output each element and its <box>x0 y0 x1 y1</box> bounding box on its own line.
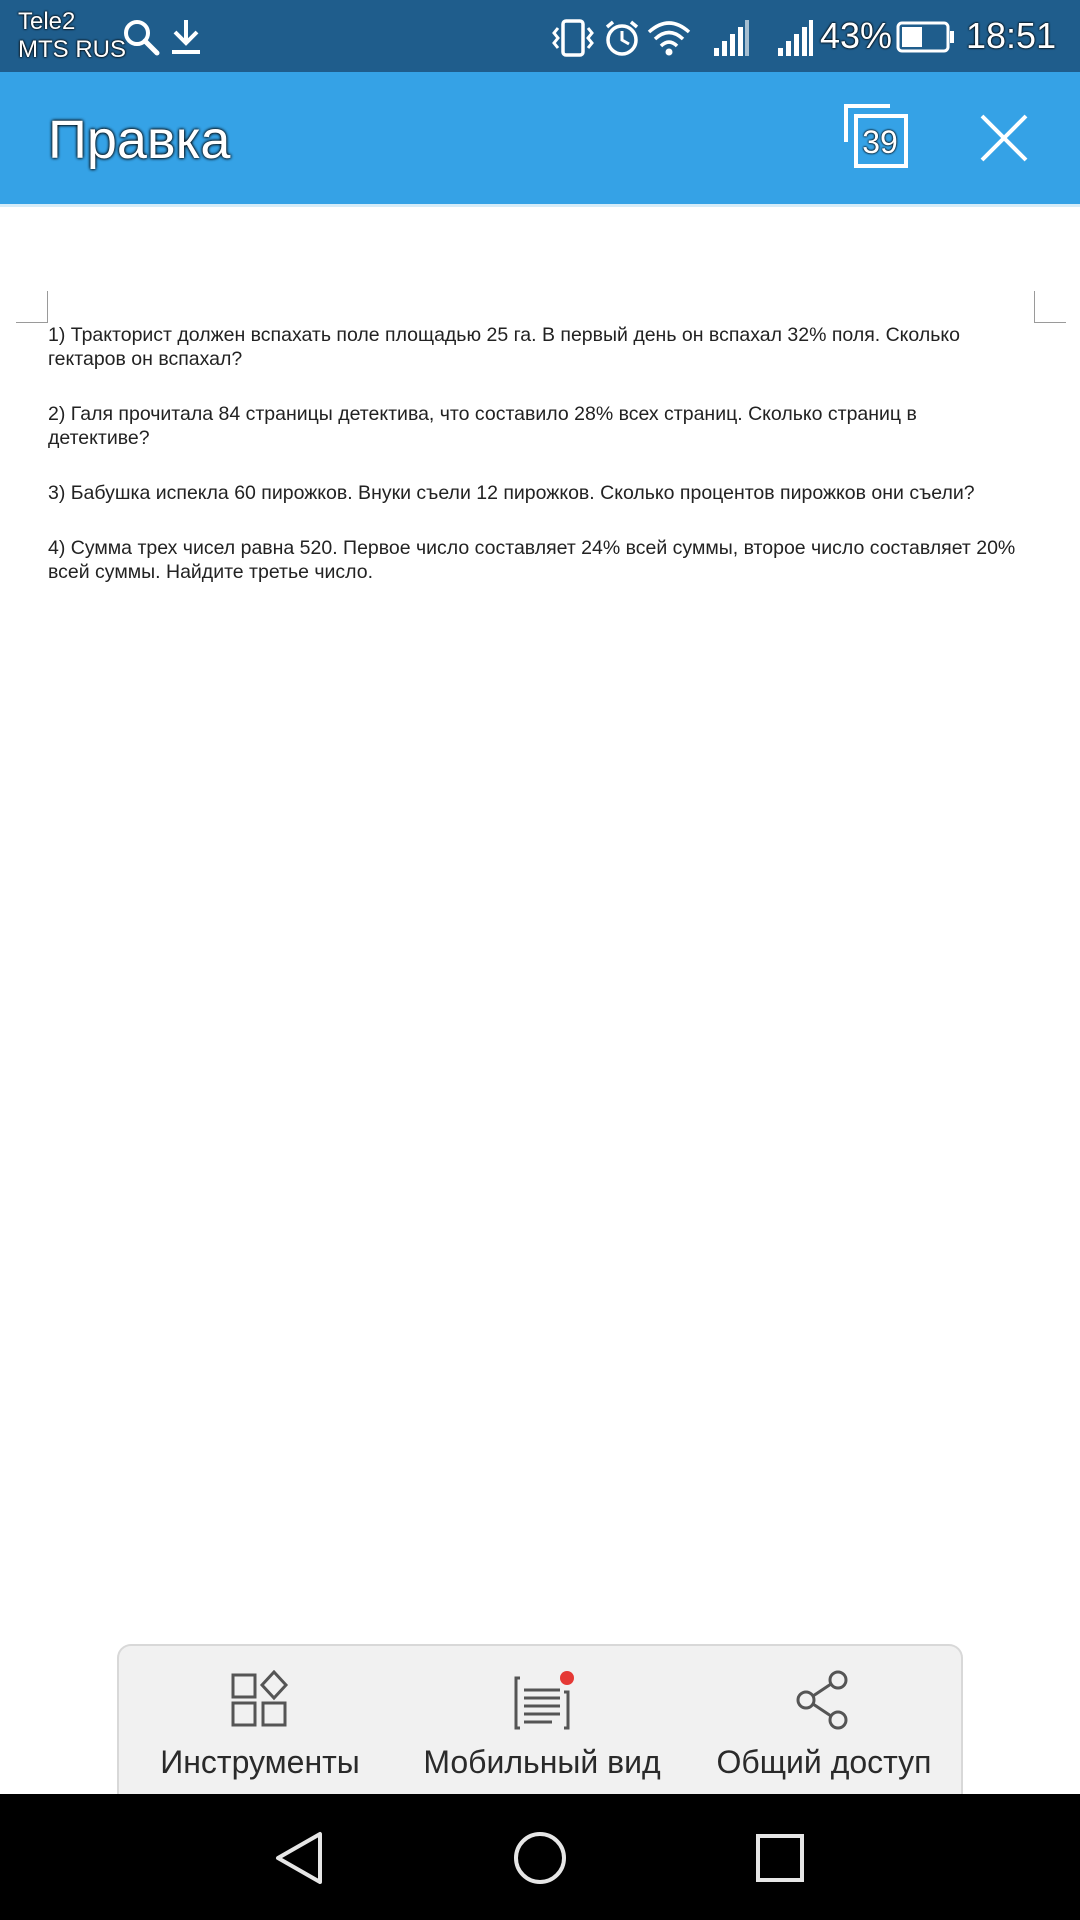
paragraph-2[interactable]: 2) Галя прочитала 84 страницы детектива, что составило 28% всех страниц. Сколько страниц в детективе? <box>48 403 917 449</box>
pages-button[interactable] <box>842 102 912 174</box>
share-button[interactable] <box>683 1646 965 1796</box>
vibrate-icon <box>550 18 596 58</box>
tools-grid-icon <box>230 1670 290 1730</box>
mobile-view-label: Мобильный вид <box>423 1744 661 1780</box>
share-icon <box>794 1670 854 1730</box>
recents-icon[interactable] <box>752 1830 808 1886</box>
tools-label: Инструменты <box>160 1744 360 1780</box>
signal-icon <box>776 18 814 58</box>
margin-corner-right <box>1034 291 1066 323</box>
pages-count: 39 <box>862 124 898 160</box>
back-icon[interactable] <box>272 1830 328 1886</box>
download-icon <box>168 18 204 56</box>
carrier-names <box>18 8 126 64</box>
signal-icon <box>712 18 750 58</box>
home-icon[interactable] <box>512 1830 568 1886</box>
clock: 18:51 <box>966 15 1057 56</box>
paragraph-3[interactable]: 3) Бабушка испекла 60 пирожков. Внуки съели 12 пирожков. Сколько процентов пирожков они съели? <box>48 482 975 504</box>
close-icon <box>978 112 1030 164</box>
margin-corner-left <box>16 291 48 323</box>
bottom-toolbar <box>117 1644 963 1794</box>
battery-icon <box>896 20 956 54</box>
carrier-2: MTS RUS <box>18 36 126 63</box>
battery-percent: 43% <box>820 15 893 56</box>
paragraph-1[interactable]: 1) Тракторист должен вспахать поле площадью 25 га. В первый день он вспахал 32% поля. Сколько гектаров он вспахал? <box>48 324 960 370</box>
carrier-1: Tele2 <box>18 8 76 35</box>
alarm-icon <box>602 18 642 58</box>
wifi-icon <box>646 18 692 58</box>
page-title: Правка <box>48 110 231 170</box>
navigation-bar <box>0 1794 1080 1920</box>
document-page[interactable] <box>0 207 1080 1794</box>
share-label: Общий доступ <box>716 1744 932 1780</box>
mobile-view-button[interactable] <box>401 1646 683 1796</box>
notification-badge <box>560 1671 574 1685</box>
tools-button[interactable] <box>119 1646 401 1796</box>
document-body[interactable] <box>48 323 1018 615</box>
search-icon <box>122 18 160 56</box>
close-button[interactable] <box>978 112 1030 164</box>
status-bar <box>0 0 1080 72</box>
paragraph-4[interactable]: 4) Сумма трех чисел равна 520. Первое число составляет 24% всей суммы, второе число составляет 20% всей суммы. Найдите третье число. <box>48 537 1016 583</box>
app-bar <box>0 72 1080 204</box>
mobile-view-icon <box>512 1670 576 1734</box>
